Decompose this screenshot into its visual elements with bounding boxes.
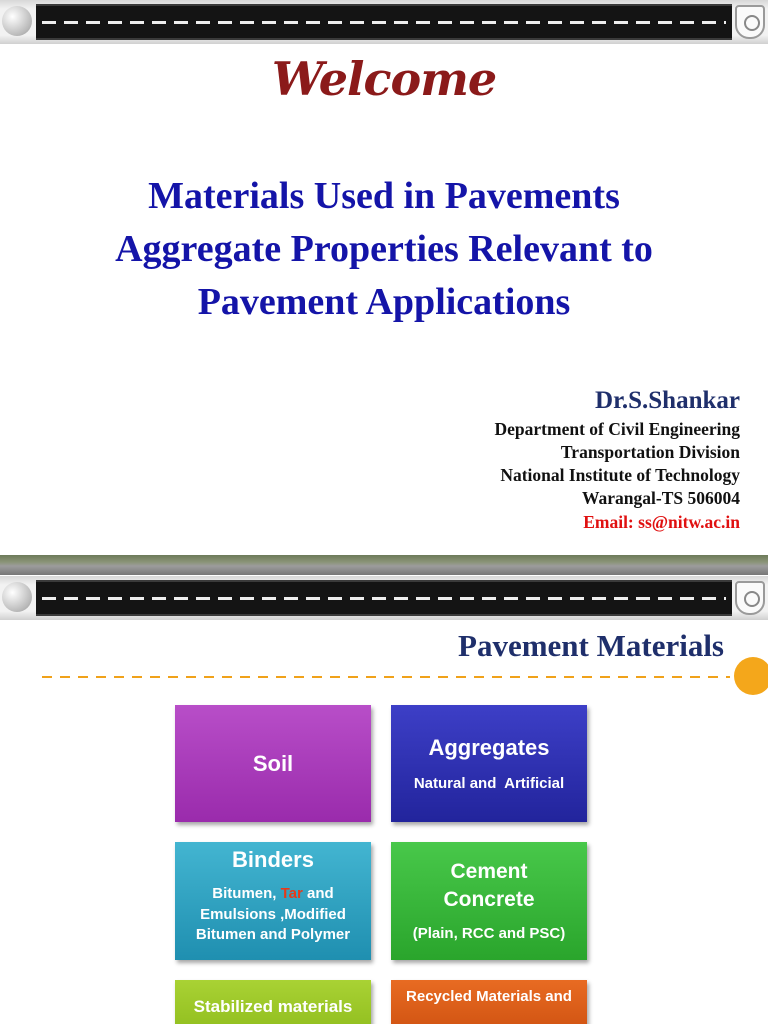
card-title: Concrete — [443, 888, 535, 911]
card-title: Cement — [450, 860, 528, 883]
presentation-title — [20, 170, 748, 329]
title-line: Materials Used in Pavements — [148, 175, 620, 217]
author-email[interactable]: Email: ss@nitw.ac.in — [583, 512, 740, 532]
binders-text: and Emulsions ,Modified Bitumen and Polymer — [195, 885, 351, 943]
dashed-divider — [42, 676, 730, 678]
globe-logo-icon — [2, 6, 32, 36]
road-banner-second — [0, 576, 768, 620]
card-title: Soil — [252, 750, 294, 776]
road-banner-top — [0, 0, 768, 44]
binders-text: Bitumen, — [212, 885, 281, 902]
road-strip — [36, 580, 732, 616]
card-title: Binders — [232, 847, 314, 872]
globe-logo-icon — [2, 582, 32, 612]
author-name: Dr.S.Shankar — [595, 387, 740, 414]
slide-title: Pavement Materials — [458, 628, 724, 663]
card-title: Stabilized materials — [193, 997, 353, 1016]
card-stabilized-materials — [175, 980, 371, 1024]
asphalt-photo-strip — [0, 555, 768, 575]
affiliation-line: Transportation Division — [560, 442, 740, 462]
card-title: Recycled Materials and — [406, 988, 572, 1005]
author-block — [495, 384, 740, 535]
card-soil — [175, 705, 371, 822]
affiliation-line: Warangal-TS 506004 — [581, 488, 740, 508]
title-line: Pavement Applications — [197, 281, 571, 323]
orange-dot-decoration — [734, 657, 768, 695]
title-line: Aggregate Properties Relevant to — [115, 228, 653, 270]
card-cement-concrete — [391, 842, 587, 960]
card-binders — [175, 842, 371, 960]
affiliation-line: National Institute of Technology — [500, 465, 740, 485]
card-title: Aggregates — [428, 734, 550, 760]
card-subtitle — [183, 884, 363, 946]
card-aggregates — [391, 705, 587, 822]
institute-emblem-icon — [735, 5, 765, 39]
card-recycled-materials — [391, 980, 587, 1024]
binders-tar-highlight: Tar — [280, 885, 303, 902]
welcome-heading: Welcome — [271, 52, 497, 106]
card-subtitle: Natural and Artificial — [413, 774, 565, 792]
card-subtitle: (Plain, RCC and PSC) — [412, 925, 566, 942]
institute-emblem-icon — [735, 581, 765, 615]
road-strip — [36, 4, 732, 40]
affiliation-line: Department of Civil Engineering — [494, 419, 740, 439]
